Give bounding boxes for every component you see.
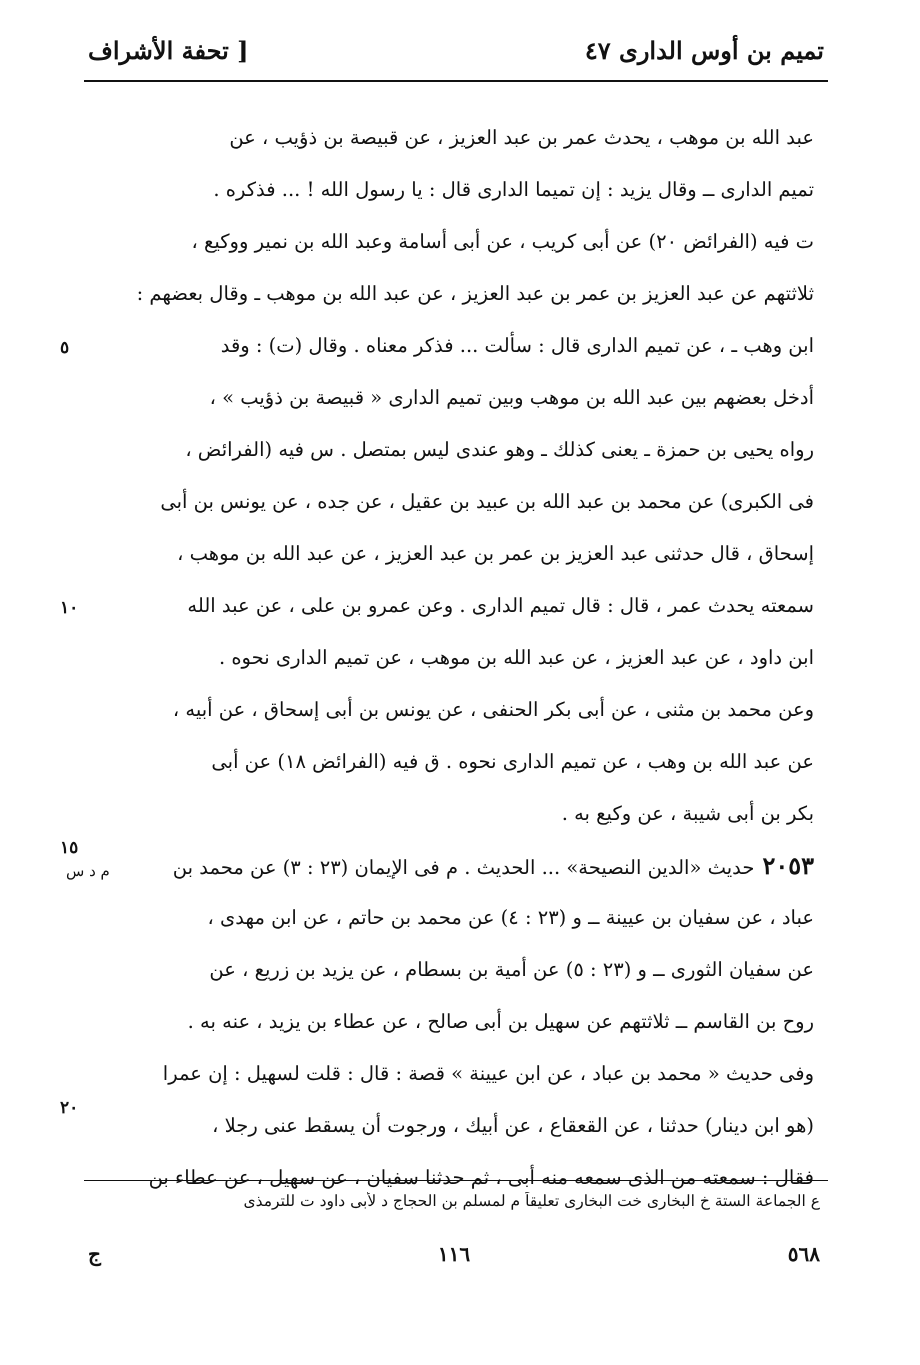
margin-line-number: ١٥ (60, 838, 79, 858)
text-line: بكر بن أبى شيبة ، عن وكيع به . (561, 802, 814, 825)
margin-line-number: ٥ (60, 338, 70, 358)
text-line: عبد الله بن موهب ، يحدث عمر بن عبد العزيز ، عن قبيصة بن ذؤيب ، عن (229, 126, 814, 149)
text-line: روح بن القاسم ــ ثلاثتهم عن سهيل بن أبى صالح ، عن عطاء بن يزيد ، عنه به . (187, 1010, 814, 1033)
book-title: [ تحفة الأشراف (88, 36, 249, 65)
text-line: وفى حديث « محمد بن عباد ، عن ابن عيينة » قصة : قال : قلت لسهيل : إن عمرا (162, 1062, 814, 1085)
page-number: ٥٦٨ (787, 1242, 820, 1266)
text-line: حديث «الدين النصيحة» ... الحديث . م فى الإيمان (٢٣ : ٣) عن محمد بن (172, 856, 755, 879)
text-line: أدخل بعضهم بين عبد الله بن موهب وبين تميم الدارى « قبيصة بن ذؤيب » ، (209, 386, 814, 409)
text-line: عن سفيان الثورى ــ و (٢٣ : ٥) عن أمية بن بسطام ، عن يزيد بن زريع ، عن (209, 958, 814, 981)
running-title: تميم بن أوس الدارى ٤٧ (584, 36, 824, 65)
text-line: ابن داود ، عن عبد العزيز ، عن عبد الله بن موهب ، عن تميم الدارى نحوه . (218, 646, 814, 669)
page-footer (88, 1242, 820, 1272)
text-line: فقال : سمعته من الذى سمعه منه أبى ، ثم حدثنا سفيان ، عن سهيل ، عن عطاء بن (148, 1166, 814, 1189)
text-line: (هو ابن دينار) حدثنا ، عن القعقاع ، عن أبيك ، ورجوت أن يسقط عنى رجلا ، (212, 1114, 814, 1137)
text-line: رواه يحيى بن حمزة ـ يعنى كذلك ـ وهو عندى ليس بمتصل . س فيه (الفرائض ، (185, 438, 814, 461)
entry-number: ٢٠٥٣ (762, 851, 814, 880)
text-line: عن عبد الله بن وهب ، عن تميم الدارى نحوه . ق فيه (الفرائض ١٨) عن أبى (211, 750, 814, 773)
text-line: فى الكبرى) عن محمد بن عبد الله بن عبيد بن عقيل ، عن جده ، عن يونس بن أبى (160, 490, 814, 513)
entry-line (92, 840, 814, 892)
header-rule (84, 80, 828, 82)
text-line: ت فيه (الفرائض ٢٠) عن أبى كريب ، عن أبى أسامة وعبد الله بن نمير ووكيع ، (191, 230, 814, 253)
text-line: ابن وهب ـ ، عن تميم الدارى قال : سألت ... فذكر معناه . وقال (ت) : وقد (220, 334, 814, 357)
text-line: سمعته يحدث عمر ، قال : قال تميم الدارى . وعن عمرو بن على ، عن عبد الله (187, 594, 814, 617)
margin-line-number: ١٠ (60, 598, 79, 618)
collection-sigla: م د س (66, 862, 110, 880)
margin-line-number: ٢٠ (60, 1098, 79, 1118)
footnote-rule (84, 1180, 828, 1181)
text-line: تميم الدارى ــ وقال يزيد : إن تميما الدارى قال : يا رسول الله ! ... فذكره . (213, 178, 814, 201)
volume-mark: ج (88, 1242, 101, 1266)
text-line: ثلاثتهم عن عبد العزيز بن عمر بن عبد العزيز ، عن عبد الله بن موهب ـ وقال بعضهم : (136, 282, 814, 305)
main-text (92, 112, 814, 1204)
abbreviation-key: ع الجماعة الستة خ البخارى خت البخارى تعليقاً م لمسلم بن الحجاج د لأبى داود ت للترمذى (243, 1192, 820, 1210)
text-line: وعن محمد بن مثنى ، عن أبى بكر الحنفى ، عن يونس بن أبى إسحاق ، عن أبيه ، (172, 698, 814, 721)
page-header (88, 30, 824, 74)
text-line: عباد ، عن سفيان بن عيينة ــ و (٢٣ : ٤) عن محمد بن حاتم ، عن ابن مهدى ، (207, 906, 814, 929)
signature-number: ١١٦ (437, 1242, 471, 1266)
text-line: إسحاق ، قال حدثنى عبد العزيز بن عمر بن عبد العزيز ، عن عبد الله بن موهب ، (177, 542, 814, 565)
